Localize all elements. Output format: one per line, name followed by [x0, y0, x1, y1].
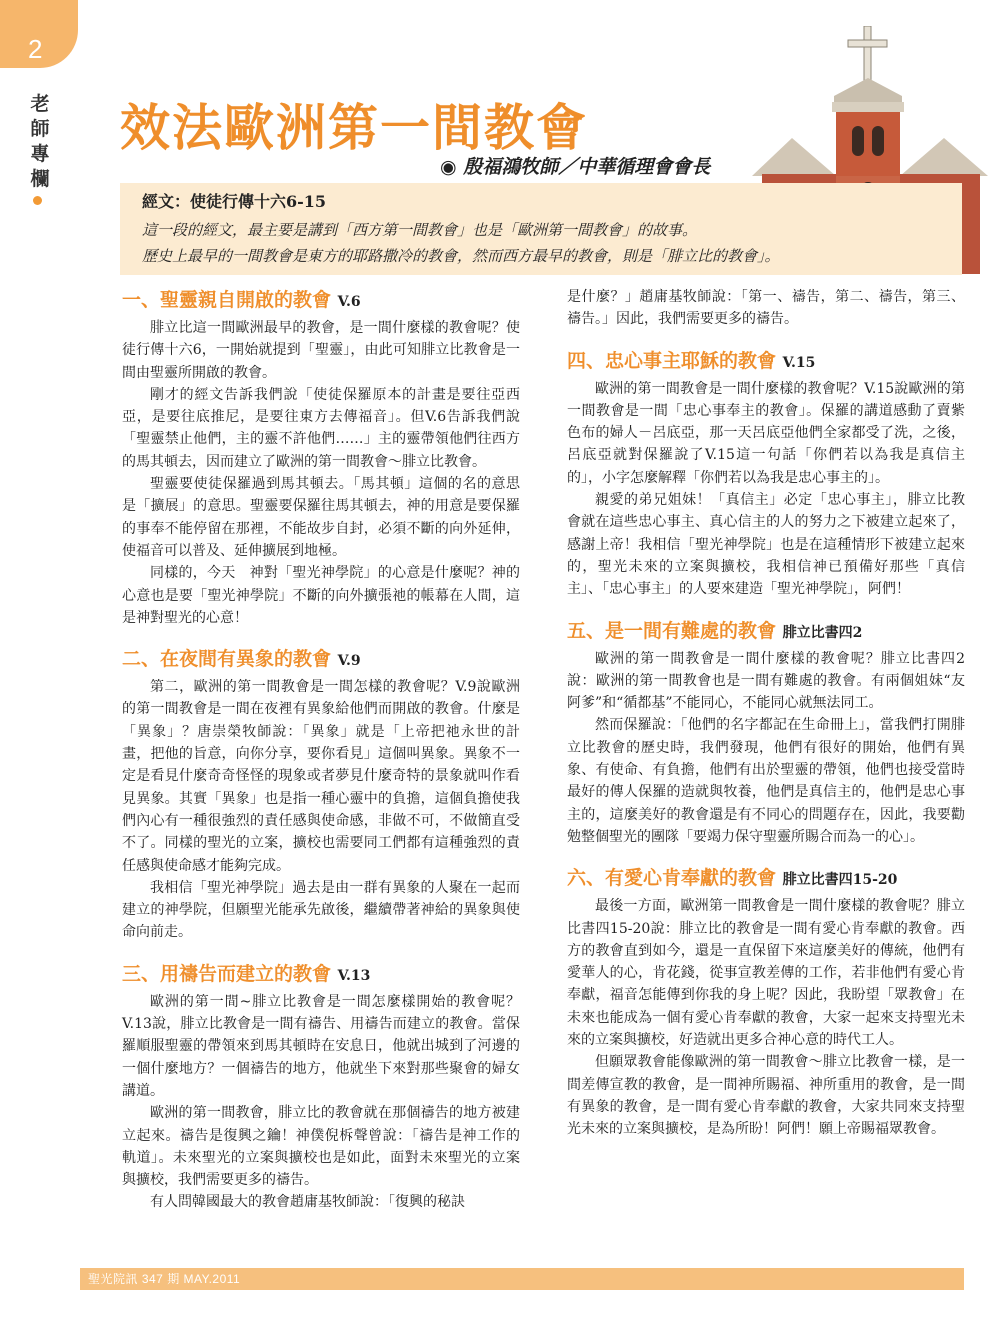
page-number: 2 [28, 34, 43, 64]
scripture-line: 歷史上最早的一間教會是東方的耶路撒冷的教會，然而西方最早的教會，則是「腓立比的教會」。 [142, 247, 780, 265]
paragraph: 剛才的經文告訴我們說「使徒保羅原本的計畫是要往亞西亞，是要往底推尼，是要往東方去傳福音」。但V.6告訴我們說「聖靈禁止他們，主的靈不許他們……」主的靈帶領他們往西方的馬其頓去，因而建立了歐洲的第一間教會～腓立比教會。 [122, 386, 520, 470]
paragraph: 聖靈要使徒保羅過到馬其頓去。「馬其頓」這個的名的意思是「擴展」的意思。聖靈要保羅往馬其頓去，神的用意是要保羅的事奉不能停留在那裡，不能故步自封，必須不斷的向外延伸，使福音可以普及、延伸擴展到地極。 [122, 476, 520, 559]
footer-issue: 聖光院訊 347 期 MAY.2011 [88, 1272, 241, 1286]
scripture-reference: 經文：使徒行傳十六6-15 [142, 192, 327, 211]
paragraph: 歐洲的第一間教會，腓立比的教會就在那個禱告的地方被建立起來。禱告是復興之鑰！神僕倪柝聲曾說：「禱告是神工作的軌道」。未來聖光的立案與擴校也是如此，面對未來聖光的立案與擴校，我們需要更多的禱告。 [122, 1105, 520, 1189]
paragraph-continued: 是什麼？」趙庸基牧師說：「第一、禱告，第二、禱告，第三、禱告。」因此，我們需要更多的禱告。 [567, 289, 965, 328]
paragraph: 最後一方面，歐洲第一間教會是一間什麼樣的教會呢？腓立比書四15-20說：腓立比的教會是一間有愛心肯奉獻的教會。西方的教會直到如今，還是一直保留下來這麼美好的傳統，他們有愛華人的心，肯花錢，從事宣教差傳的工作，若非他們有愛心肯奉獻，福音怎能傳到你我的身上呢？因此，我盼望「眾教會」在未來也能成為一個有愛心肯奉獻的教會，大家一起來支持聖光未來的立案與擴校，好造就出更多合神心意的時代工人。 [567, 898, 965, 1049]
section-heading: 四、忠心事主耶穌的教會 V.15 [567, 349, 816, 372]
paragraph: 第二，歐洲的第一間教會是一間怎樣的教會呢？V.9說歐洲的第一間教會是一間在夜裡有異象給他們而開啟的教會。什麼是「異象」？唐崇榮牧師說：「異象」就是「上帝把祂永世的計畫，把他的旨意，向你分享，要你看見」這個叫異象。異象不一定是看見什麼奇奇怪怪的現象或者夢見什麼奇特的景象就叫作看見異象。其實「異象」也是指一種心靈中的負擔，這個負擔使我們內心有一種很強烈的責任感與使命感，非做不可，不做簡直受不了。同樣的聖光的立案，擴校也需要同工們都有這種強烈的責任感與使命感才能夠完成。 [122, 679, 520, 874]
section-heading: 三、用禱告而建立的教會 V.13 [122, 962, 371, 985]
paragraph: 我相信「聖光神學院」過去是由一群有異象的人聚在一起而建立的神學院，但願聖光能承先啟後，繼續帶著神給的異象與使命向前走。 [122, 879, 520, 941]
paragraph: 然而保羅說：「他們的名字都記在生命冊上」，當我們打開腓立比教會的歷史時，我們發現，他們有很好的開始，他們有異象、有使命、有負擔，他們有出於聖靈的帶領，他們也接受當時最好的傳人保羅的造就與牧養，他們是真信主的，他們是忠心事主的，這麼美好的教會還是有不同心的問題存在，因此，我要勸勉整個聖光的團隊「要竭力保守聖靈所賜合而為一的心」。 [567, 717, 965, 845]
column-dot [33, 196, 42, 205]
paragraph: 腓立比這一間歐洲最早的教會，是一間什麼樣的教會呢？使徒行傳十六6，一開始就提到「聖靈」，由此可知腓立比教會是一間由聖靈所開啟的教會。 [122, 320, 520, 381]
paragraph: 同樣的，今天 神對「聖光神學院」的心意是什麼呢？神的心意也是要「聖光神學院」不斷的向外擴張祂的帳幕在人間，這是神對聖光的心意！ [122, 565, 520, 626]
paragraph: 有人問韓國最大的教會趙庸基牧師說：「復興的秘訣 [150, 1194, 465, 1211]
section-heading: 五、是一間有難處的教會 腓立比書四2 [567, 619, 863, 642]
paragraph: 歐洲的第一間~腓立比教會是一間怎麼樣開始的教會呢？V.13說，腓立比教會是一間有禱告、用禱告而建立的教會。當保羅順服聖靈的帶領來到馬其頓時在安息日，他就出城到了河邊的一個什麼地方？一個禱告的地方，他就坐下來對那些聚會的婦女講道。 [122, 993, 520, 1099]
article-title: 效法歐洲第一間教會 [120, 99, 588, 157]
paragraph: 親愛的弟兄姐妹！「真信主」必定「忠心事主」，腓立比教會就在這些忠心事主、真心信主的人的努力之下被建立起來了，感謝上帝！我相信「聖光神學院」也是在這種情形下被建立起來的，聖光未來的立案與擴校，我相信神已預備好那些「真信主」、「忠心事主」的人要來建造「聖光神學院」，阿們！ [567, 492, 965, 598]
column-label: 老師專欄 [30, 93, 50, 190]
scripture-box [120, 183, 962, 275]
paragraph: 但願眾教會能像歐洲的第一間教會～腓立比教會一樣，是一間差傳宣教的教會，是一間神所賜福、神所重用的教會，是一間有異象的教會，是一間有愛心肯奉獻的教會，大家共同來支持聖光未來的立案與擴校，是為所盼！阿們！願上帝賜福眾教會。 [567, 1054, 965, 1138]
right-column [567, 286, 965, 1141]
paragraph: 歐洲的第一間教會是一間什麼樣的教會呢？V.15說歐洲的第一間教會是一間「忠心事奉主的教會」。保羅的講道感動了賣紫色布的婦人－呂底亞，那一天呂底亞他們全家都受了洗，之後，呂底亞就對保羅說了V.15這一句話「你們若以為我是真信主的」，小字怎麼解釋「你們若以為我是忠心事主的」。 [567, 380, 965, 486]
byline: ◉ 殷福鴻牧師／中華循理會會長 [440, 156, 711, 178]
left-column [122, 286, 520, 1214]
paragraph: 歐洲的第一間教會是一間什麼樣的教會呢？腓立比書四2說：歐洲的第一間教會也是一間有難處的教會。有兩個姐妹“友阿爹”和“循都基”不能同心，不能同心就無法同工。 [567, 650, 965, 712]
section-heading: 六、有愛心肯奉獻的教會 腓立比書四15-20 [567, 867, 898, 890]
scripture-line: 這一段的經文，最主要是講到「西方第一間教會」也是「歐洲第一間教會」的故事。 [142, 221, 698, 239]
section-heading: 一、聖靈親自開啟的教會 V.6 [122, 289, 361, 311]
section-heading: 二、在夜間有異象的教會 V.9 [122, 648, 361, 671]
